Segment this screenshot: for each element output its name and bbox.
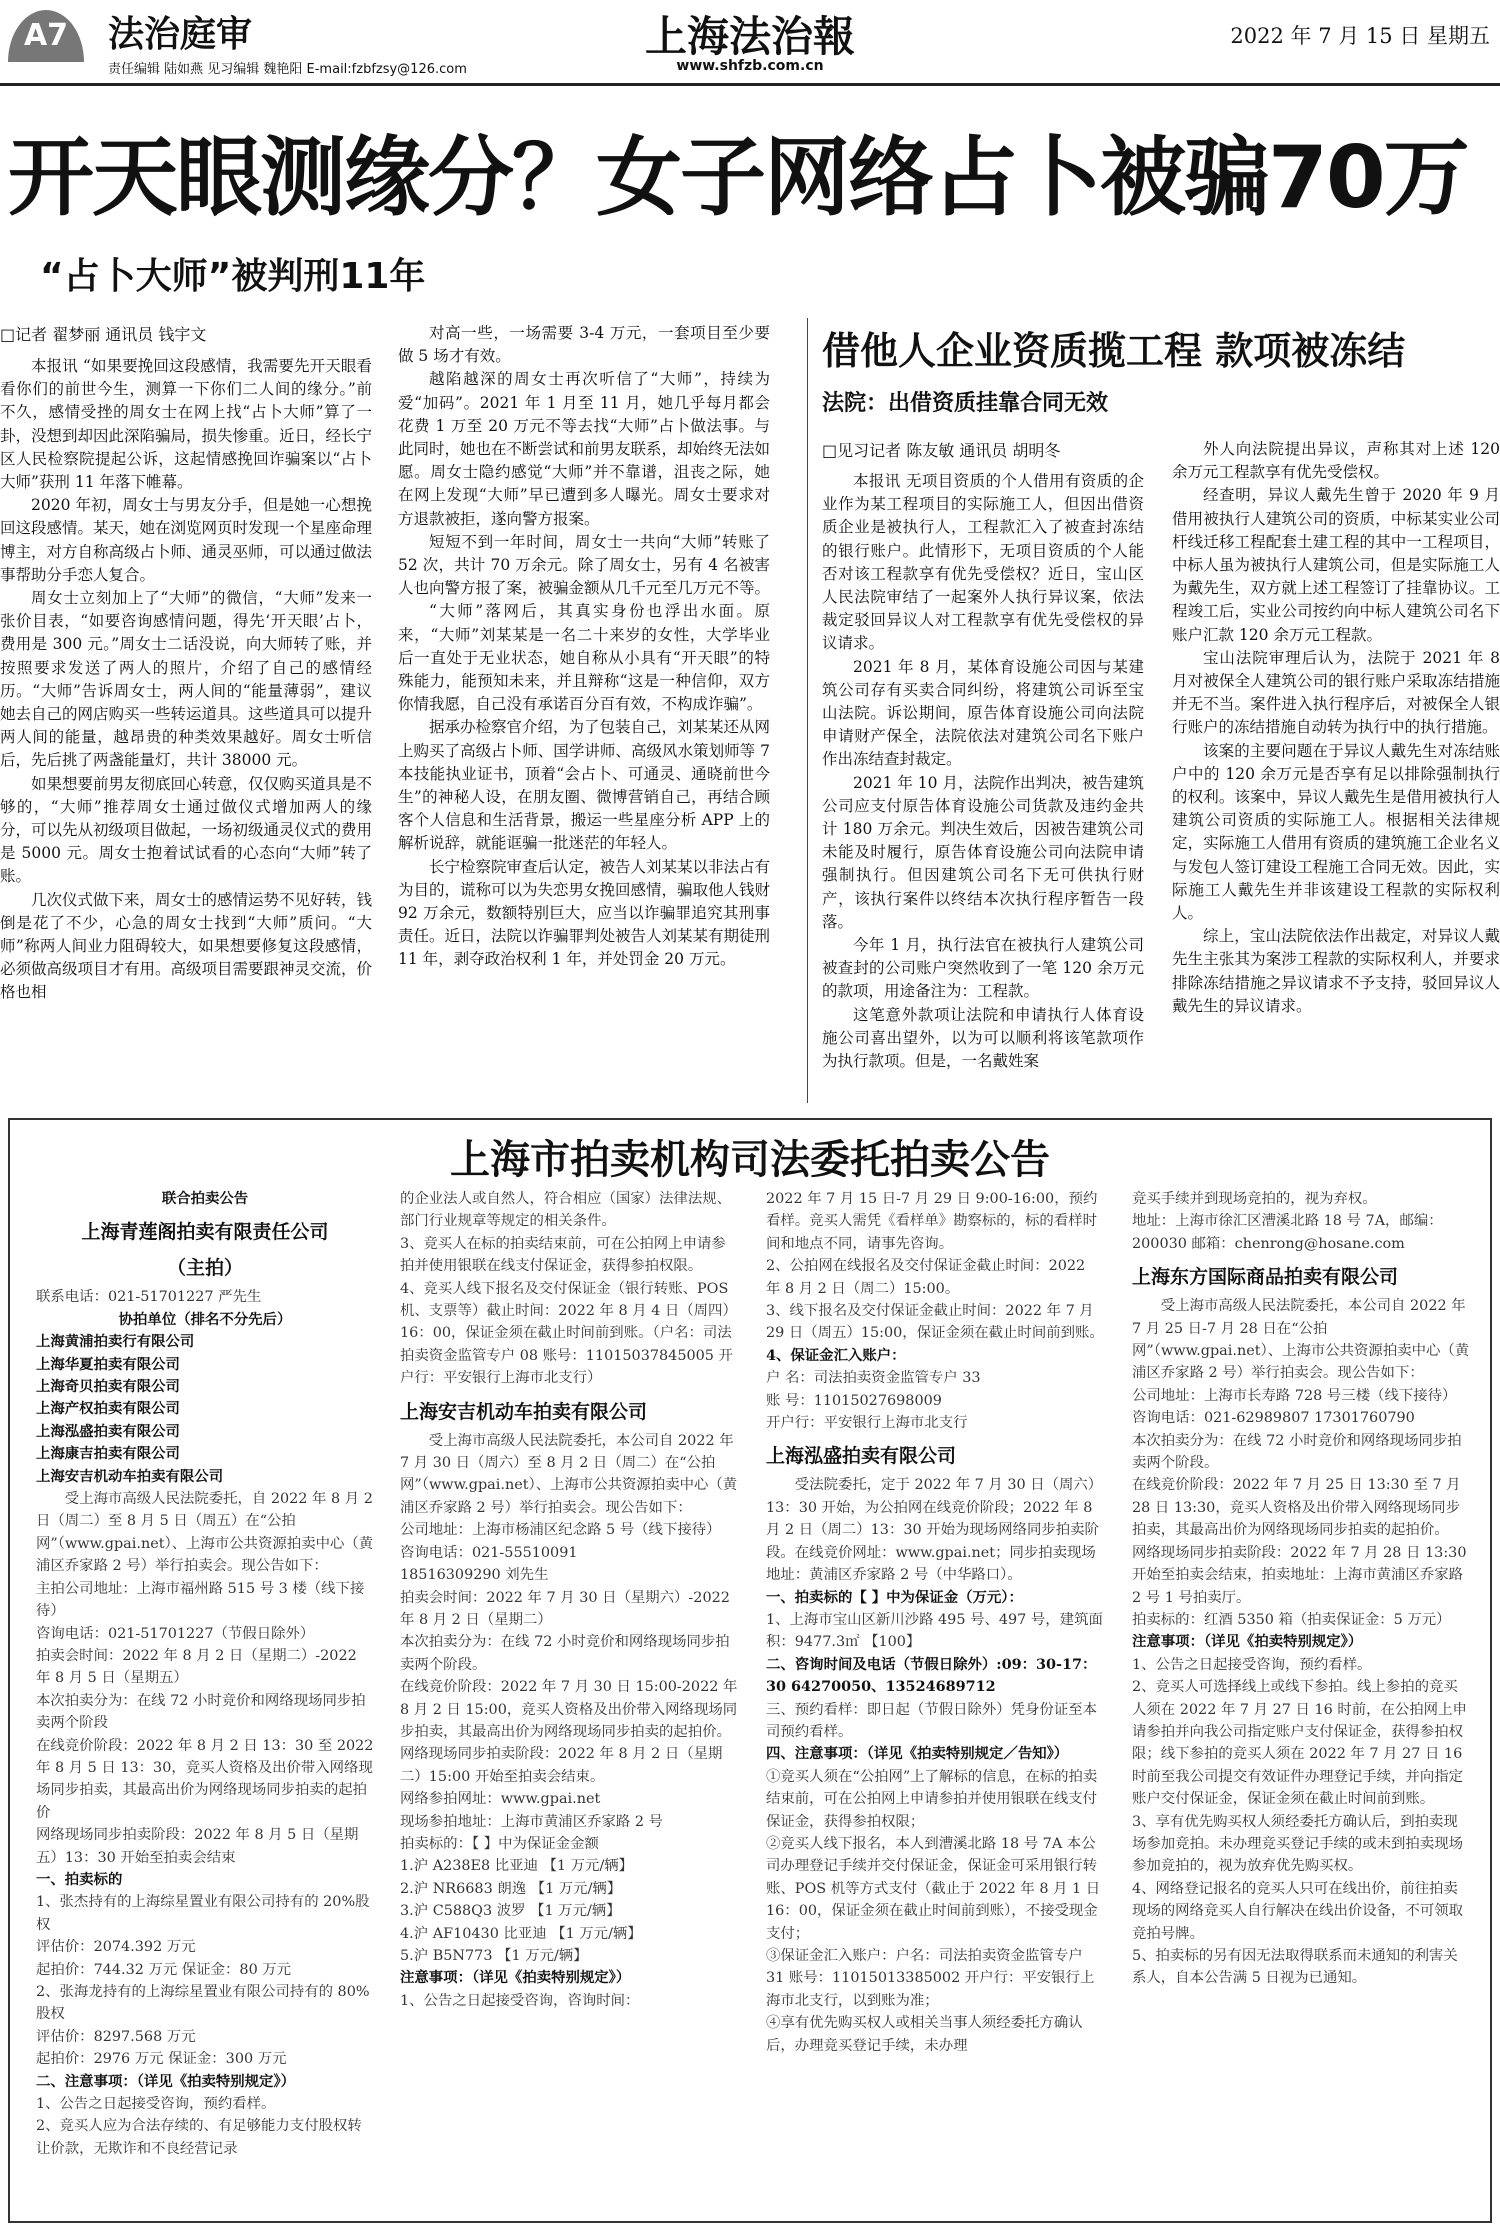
notice-line: 上海华夏拍卖有限公司	[36, 1355, 180, 1373]
notice-line: 上海奇贝拍卖有限公司	[36, 1378, 180, 1396]
notice-line: 联系电话：021-51701227 严先生	[36, 1289, 262, 1306]
story2-subhead: 法院：出借资质挂靠合同无效	[822, 391, 1109, 416]
auction-column-3	[766, 1188, 1104, 2218]
story1-subhead: “占卜大师”被判刑11年	[40, 256, 426, 297]
page-number: A7	[23, 18, 69, 53]
notice-line: 注意事项：（详见《拍卖特别规定》）	[400, 1969, 631, 1987]
notice-line: 2、竞买人可选择线上或线下参拍。线上参拍的竞买人须在 2022 年 7 月 27 日 16 时前，在公拍网上申请参拍并向我公司指定账户支付保证金，获得参拍权限；线下参拍的竞买人须在 2022 年 7 月 27 日 16 时前至我公司提交有效证件办理登记手续，并向指定账户交付保证金，保证金须在截止时间前到账。	[1132, 1679, 1467, 1808]
notice-line: 三、预约看样：即日起（节假日除外）凭身份证至本司预约看样。	[766, 1701, 1097, 1740]
notice-line: 上海产权拍卖有限公司	[36, 1400, 180, 1418]
story1-column-1	[0, 355, 372, 1103]
notice-line: ④享有优先购买权人或相关当事人须经委托方确认后，办理竞买登记手续，未办理	[766, 2015, 1083, 2054]
notice-line: 受上海市高级人民法院委托，本公司自 2022 年 7 月 25 日-7 月 28 日在“公拍网”（www.gpai.net）、上海市公共资源拍卖中心（黄浦区乔家路 2 号）举行拍卖会。现公告如下：	[1132, 1298, 1470, 1382]
notice-line: 评估价：2074.392 万元	[36, 1939, 196, 1956]
notice-line: 3.沪 C588Q3 波罗 【1 万元/辆】	[400, 1903, 621, 1920]
story2-byline: □见习记者 陈友敏 通讯员 胡明冬	[822, 441, 1061, 460]
paragraph: 对高一些，一场需要 3-4 万元，一套项目至少要做 5 场才有效。	[398, 324, 770, 366]
paragraph: 2021 年 8 月，某体育设施公司因与某建筑公司存有买卖合同纠纷，将建筑公司诉至宝山法院。诉讼期间，原告体育设施公司向法院申请财产保全，法院依法对建筑公司名下账户作出冻结查封裁定。	[822, 657, 1144, 769]
notice-line: 5、拍卖标的另有因无法取得联系而未通知的利害关系人，自本公告满 5 日视为已通知。	[1132, 1948, 1458, 1987]
notice-line: 受法院委托，定于 2022 年 7 月 30 日（周六）13：30 开始，为公拍网在线竞价阶段；2022 年 8 月 2 日（周二）13：30 开始为现场网络同步拍卖阶段。在线竞价网址：www.gpai.net；同步拍卖现场地址：黄浦区乔家路 2 号（中华路口）。	[766, 1477, 1103, 1584]
company-name: 上海泓盛拍卖有限公司	[766, 1445, 957, 1468]
notice-line: 2、竞买人应为合法存续的、有足够能力支付股权转让价款，无欺诈和不良经营记录	[36, 2118, 362, 2157]
column-divider	[807, 318, 808, 1103]
notice-line: 网络现场同步拍卖阶段：2022 年 8 月 2 日（星期二）15:00 开始至拍卖会结束。	[400, 1746, 723, 1785]
notice-line: 4、网络登记报名的竞买人只可在线出价，前往拍卖现场的网络竞买人自行解决在线出价设备，不可领取竞拍号牌。	[1132, 1880, 1463, 1942]
paragraph: 越陷越深的周女士再次听信了“大师”，持续为爱“加码”。2021 年 1 月至 11 月，她几乎每月都会花费 1 万至 20 万元不等去找“大师”占卜做法事。与此同时，她也在不断尝试和前男友联系，却始终无法如愿。周女士隐约感觉“大师”并不靠谱，沮丧之际，她在网上发现“大师”早已遭到多人曝光。周女士要求对方退款被拒，遂向警方报案。	[398, 370, 770, 528]
auction-column-1	[36, 1188, 374, 2218]
notice-line: 地址：上海市徐汇区漕溪北路 18 号 7A，邮编：200030 邮箱：chenrong@hosane.com	[1132, 1213, 1443, 1252]
notice-line: 1、公告之日起接受咨询，咨询时间：	[400, 1992, 640, 2009]
notice-line: 一、拍卖标的	[36, 1870, 123, 1888]
paragraph: 经查明，异议人戴先生曾于 2020 年 9 月借用被执行人建筑公司的资质，中标某实业公司杆线迁移工程配套土建工程的其中一工程项目，中标人虽为被执行人建筑公司，但是实际施工人为戴先生，双方就上述工程签订了挂靠协议。工程竣工后，实业公司按约向中标人建筑公司名下账户汇款 120 余万元工程款。	[1172, 486, 1500, 644]
notice-line: 网络参拍网址：www.gpai.net	[400, 1791, 601, 1808]
auction-column-4	[1132, 1188, 1470, 2218]
notice-line: ①竞买人须在“公拍网”上了解标的信息，在标的拍卖结束前，可在公拍网上申请参拍并使用银联在线支付保证金，获得参拍权限；	[766, 1768, 1098, 1830]
paragraph: 2021 年 10 月，法院作出判决，被告建筑公司应支付原告体育设施公司货款及违约金共计 180 万余元。判决生效后，因被告建筑公司未能及时履行，原告体育设施公司向法院申请强制执行。但因建筑公司名下无可供执行财产，该执行案件以终结本次执行程序暂告一段落。	[822, 773, 1144, 931]
notice-line: 户 名：司法拍卖资金监管专户 33	[766, 1370, 981, 1387]
notice-line: 上海安吉机动车拍卖有限公司	[36, 1467, 224, 1485]
story1-byline: □记者 翟梦丽 通讯员 钱宇文	[0, 325, 207, 344]
notice-line: 2、张海龙持有的上海综星置业有限公司持有的 80%股权	[36, 1984, 370, 2023]
notice-line: 1.沪 A238E8 比亚迪 【1 万元/辆】	[400, 1858, 634, 1875]
auction-title: 上海市拍卖机构司法委托拍卖公告	[450, 1137, 1050, 1183]
notice-line: 竞买手续并到现场竞拍的，视为弃权。	[1132, 1191, 1377, 1207]
issue-date: 2022 年 7 月 15 日 星期五	[1230, 24, 1490, 48]
notice-line: 咨询电话：021-55510091	[400, 1544, 578, 1561]
notice-line: 4.沪 AF10430 比亚迪 【1 万元/辆】	[400, 1925, 642, 1942]
notice-line: 二、注意事项：（详见《拍卖特别规定》）	[36, 2072, 296, 2090]
paragraph: 如果想要前男友彻底回心转意，仅仅购买道具是不够的，“大师”推荐周女士通过做仪式增加两人的缘分，可以先从初级项目做起，一场初级通灵仪式的费用是 5000 元。周女士抱着试试看的心态向“大师”转了账。	[0, 774, 372, 886]
paragraph: 短短不到一年时间，周女士一共向“大师”转账了 52 次，共计 70 万余元。除了周女士，另有 4 名被害人也向警方报了案，被骗金额从几千元至几万元不等。	[398, 532, 770, 598]
notice-line: ③保证金汇入账户：户名：司法拍卖资金监管专户 31 账号：11015013385002 开户行：平安银行上海市北支行，以到账为准；	[766, 1948, 1095, 2009]
paragraph: 这笔意外款项让法院和申请执行人体育设施公司喜出望外，以为可以顺利将该笔款项作为执行款项。但是，一名戴姓案	[822, 1005, 1144, 1071]
notice-line: 拍卖标的：红酒 5350 箱（拍卖保证金：5 万元）	[1132, 1611, 1451, 1628]
notice-line: 在线竞价阶段：2022 年 7 月 30 日 15:00-2022 年 8 月 2 日 15:00，竞买人资格及出价带入网络现场同步拍卖，其最高出价为网络现场同步拍卖的起拍价。	[400, 1679, 738, 1740]
notice-line: 在线竞价阶段：2022 年 8 月 2 日 13：30 至 2022 年 8 月 5 日 13：30，竞买人资格及出价带入网络现场同步拍卖，其最高出价为网络现场同步拍卖的起拍价	[36, 1737, 374, 1821]
notice-line: 起拍价：744.32 万元 保证金：80 万元	[36, 1961, 292, 1978]
paragraph: 2020 年初，周女士与男友分手，但是她一心想挽回这段感情。某天，她在浏览网页时发现一个星座命理博主，对方自称高级占卜师、通灵巫师，可以通过做法事帮助分手恋人复合。	[0, 496, 372, 584]
notice-line: 公司地址：上海市长寿路 728 号三楼（线下接待）	[1132, 1387, 1457, 1404]
notice-line: 上海康吉拍卖有限公司	[36, 1445, 180, 1463]
notice-line: 的企业法人或自然人，符合相应（国家）法律法规、部门行业规章等规定的相关条件。	[400, 1191, 731, 1230]
paragraph: 几次仪式做下来，周女士的感情运势不见好转，钱倒是花了不少，心急的周女士找到“大师”质问。“大师”称两人间业力阻碍较大，如果想要修复这段感情，必须做高级项目才有用。高级项目需要跟神灵交流，价格也相	[0, 890, 372, 1002]
notice-line: 2022 年 7 月 15 日-7 月 29 日 9:00-16:00，预约看样。竞买人需凭《看样单》勘察标的，标的看样时间和地点不同，请事先咨询。	[766, 1191, 1098, 1252]
notice-line: 18516309290 刘先生	[400, 1567, 549, 1584]
notice-line: 5.沪 B5N773 【1 万元/辆】	[400, 1948, 588, 1964]
notice-line: 评估价：8297.568 万元	[36, 2028, 196, 2045]
paragraph: 综上，宝山法院依法作出裁定，对异议人戴先生主张其为案涉工程款的实际权利人，并要求排除冻结措施之异议请求不予支持，驳回异议人戴先生的异议请求。	[1172, 927, 1500, 1015]
paragraph: 外人向法院提出异议，声称其对上述 120 余万元工程款享有优先受偿权。	[1172, 440, 1500, 482]
notice-line: 4、竞买人线下报名及交付保证金（银行转账、POS 机、支票等）截止时间：2022 年 8 月 4 日（周四）16：00，保证金须在截止时间前到账。（户名：司法拍卖资金监管专户 08 账号：11015037845005 开户行：平安银行上海市北支行）	[400, 1280, 737, 1387]
story1-headline: 开天眼测缘分？女子网络占卜被骗70万	[8, 128, 1468, 228]
company-name: 上海安吉机动车拍卖有限公司	[400, 1400, 648, 1423]
notice-line: 账 号：11015027698009	[766, 1392, 942, 1409]
company-name: （主拍）	[166, 1257, 243, 1280]
section-title: 法治庭审	[108, 14, 253, 55]
notice-line: 拍卖标的：【 】中为保证金金额	[400, 1835, 599, 1852]
notice-line: 网络现场同步拍卖阶段：2022 年 7 月 28 日 13:30 开始至拍卖会结束，拍卖地址：上海市黄浦区乔家路 2 号 1 号拍卖厅。	[1132, 1544, 1467, 1606]
notice-line: 3、线下报名及交付保证金截止时间：2022 年 7 月 29 日（周五）15:00，保证金须在截止时间前到账。	[766, 1303, 1104, 1342]
paragraph: 宝山法院审理后认为，法院于 2021 年 8 月对被保全人建筑公司的银行账户采取冻结措施并无不当。案件进入执行程序后，对被保全人银行账户的冻结措施自动转为执行中的执行措施。	[1172, 648, 1500, 737]
notice-line: 现场参拍地址：上海市黄浦区乔家路 2 号	[400, 1813, 663, 1830]
notice-line: 一、拍卖标的【 】中为保证金（万元）：	[766, 1588, 1023, 1606]
paragraph: 今年 1 月，执行法官在被执行人建筑公司被查封的公司账户突然收到了一笔 120 余万元的款项，用途备注为：工程款。	[822, 936, 1144, 1001]
notice-line: 3、竞买人在标的拍卖结束前，可在公拍网上申请参拍并使用银联在线支付保证金，获得参拍权限。	[400, 1235, 726, 1275]
notice-line: 上海泓盛拍卖有限公司	[36, 1422, 180, 1440]
notice-line: ②竞买人线下报名，本人到漕溪北路 18 号 7A 本公司办理登记手续并交付保证金，保证金可采用银行转账、POS 机等方式支付（截止于 2022 年 8 月 1 日 16：00，保证金须在截止时间前到账），不接受现金支付；	[766, 1835, 1101, 1942]
notice-line: 主拍公司地址：上海市福州路 515 号 3 楼（线下接待）	[36, 1580, 365, 1620]
masthead-logo: 上海法治報	[644, 12, 855, 61]
notice-line: 四、注意事项：（详见《拍卖特别规定／告知》）	[766, 1745, 1069, 1763]
story2-headline: 借他人企业资质揽工程 款项被冻结	[822, 329, 1406, 373]
paragraph: 该案的主要问题在于异议人戴先生对冻结账户中的 120 余万元是否享有足以排除强制执行的权利。该案中，异议人戴先生是借用被执行人建筑公司资质的实际施工人。根据相关法律规定，实际施工人借用有资质的建筑施工企业名义与发包人签订建设工程施工合同无效。因此，实际施工人戴先生并非该建设工程款的实际权利人。	[1172, 741, 1500, 923]
paragraph: “大师”落网后，其真实身份也浮出水面。原来，“大师”刘某某是一名二十来岁的女性，大学毕业后一直处于无业状态，她自称从小具有“开天眼”的特殊能力，能预知未来，并且辩称“这是一种信仰，双方你情我愿，自己没有承诺百分百有效，不构成诈骗”。	[398, 602, 770, 714]
notice-line: 1、张杰持有的上海综星置业有限公司持有的 20%股权	[36, 1894, 370, 1933]
notice-line: 受上海市高级人民法院委托，自 2022 年 8 月 2 日（周二）至 8 月 5 日（周五）在“公拍网”（www.gpai.net）、上海市公共资源拍卖中心（黄浦区乔家路 2 号）举行拍卖会。现公告如下：	[36, 1491, 374, 1575]
paragraph: 本报讯 无项目资质的个人借用有资质的企业作为某工程项目的实际施工人，但因出借资质企业是被执行人，工程款汇入了被查封冻结的银行账户。此情形下，无项目资质的个人能否对该工程款享有优先受偿权？近日，宝山区人民法院审结了一起案外人执行异议案，依法裁定驳回异议人对工程款享有优先受偿权的异议请求。	[822, 472, 1144, 653]
notice-line: 咨询电话：021-51701227（节假日除外）	[36, 1625, 315, 1642]
notice-line: 2.沪 NR6683 朗逸 【1 万元/辆】	[400, 1880, 622, 1897]
notice-line: 联合拍卖公告	[161, 1190, 249, 1207]
editors-line: 责任编辑 陆如燕 见习编辑 魏艳阳 E-mail:fzbfzsy@126.com	[108, 62, 467, 77]
notice-line: 受上海市高级人民法院委托，本公司自 2022 年 7 月 30 日（周六）至 8 月 2 日（周二）在“公拍网”（www.gpai.net）、上海市公共资源拍卖中心（黄浦区乔家路 2 号）举行拍卖会。现公告如下：	[400, 1432, 738, 1516]
story1-column-2	[398, 322, 770, 1103]
website: www.shfzb.com.cn	[676, 58, 824, 74]
page-number-badge	[8, 10, 84, 62]
notice-line: 1、公告之日起接受咨询，预约看样。	[1132, 1656, 1372, 1673]
notice-line: 在线竞价阶段：2022 年 7 月 25 日 13:30 至 7 月 28 日 13:30，竞买人资格及出价带入网络现场同步拍卖，其最高出价为网络现场同步拍卖的起拍价。	[1132, 1477, 1461, 1539]
notice-line: 本次拍卖分为：在线 72 小时竞价和网络现场同步拍卖两个阶段	[36, 1692, 366, 1732]
paragraph: 本报讯 “如果要挽回这段感情，我需要先开天眼看看你们的前世今生，测算一下你们二人间的缘分。”前不久，感情受挫的周女士在网上找“占卜大师”算了一卦，没想到却因此深陷骗局，损失惨重。近日，经长宁区人民检察院提起公诉，这起情感挽回诈骗案以“占卜大师”获刑 11 年落下帷幕。	[0, 357, 372, 492]
notice-line: 开户行：平安银行上海市北支行	[766, 1415, 968, 1432]
notice-line: 本次拍卖分为：在线 72 小时竞价和网络现场同步拍卖两个阶段。	[1132, 1432, 1462, 1472]
paragraph: 周女士立刻加上了“大师”的微信，“大师”发来一张价目表，“如要咨询感情问题，得先‘开天眼’占卜，费用是 300 元。”周女士二话没说，向大师转了账，并按照要求发送了两人的照片，介绍了自己的感情经历。“大师”告诉周女士，两人间的“能量薄弱”，建议她去自己的网店购买一些转运道具。这些道具可以提升两人间的能量，越昂贵的种类效果越好。周女士听信后，先后挑了两盏能量灯，共计 38000 元。	[0, 589, 372, 770]
story2-column-2	[1172, 438, 1500, 1103]
page-header	[0, 0, 1500, 86]
notice-line: 二、咨询时间及电话（节假日除外）:09：30-17：30 64270050、13524689712	[766, 1655, 1097, 1696]
paragraph: 长宁检察院审查后认定，被告人刘某某以非法占有为目的，谎称可以为失恋男女挽回感情，骗取他人钱财 92 万余元，数额特别巨大，应当以诈骗罪追究其刑事责任。近日，法院以诈骗罪判处被告人刘某某有期徒刑 11 年，剥夺政治权利 1 年，并处罚金 20 万元。	[398, 857, 770, 969]
notice-line: 公司地址：上海市杨浦区纪念路 5 号（线下接待）	[400, 1522, 721, 1539]
company-name: 上海东方国际商品拍卖有限公司	[1132, 1266, 1399, 1289]
notice-line: 本次拍卖分为：在线 72 小时竞价和网络现场同步拍卖两个阶段。	[400, 1634, 730, 1673]
notice-line: 咨询电话：021-62989807 17301760790	[1132, 1410, 1415, 1427]
auction-column-2	[400, 1188, 738, 2218]
notice-line: 网络现场同步拍卖阶段：2022 年 8 月 5 日（星期五）13：30 开始至拍卖会结束	[36, 1827, 359, 1866]
notice-line: 4、保证金汇入账户：	[766, 1346, 906, 1364]
notice-line: 起拍价：2976 万元 保证金：300 万元	[36, 2051, 287, 2068]
notice-line: 3、享有优先购买权人须经委托方确认后，到拍卖现场参加竞拍。未办理竞买登记手续的或未到拍卖现场参加竞拍的，视为放弃优先购买权。	[1132, 1813, 1463, 1875]
notice-line: 上海黄浦拍卖行有限公司	[36, 1333, 195, 1351]
notice-line: 注意事项：（详见《拍卖特别规定》）	[1132, 1633, 1363, 1651]
company-name: 上海青莲阁拍卖有限责任公司	[81, 1221, 329, 1244]
story2-column-1	[822, 470, 1144, 1103]
notice-line: 2、公拍网在线报名及交付保证金截止时间：2022 年 8 月 2 日（周二）15:00。	[766, 1258, 1086, 1297]
paragraph: 据承办检察官介绍，为了包装自己，刘某某还从网上购买了高级占卜师、国学讲师、高级风水策划师等 7 本技能执业证书，顶着“会占卜、可通灵、通晓前世今生”的神秘人设，在朋友圈、微博营销自己，再结合顾客个人信息和生活背景，搬运一些星座分析 APP 上的解析说辞，就能诓骗一批迷茫的年轻人。	[398, 718, 770, 853]
notice-line: 协拍单位（排名不分先后）	[118, 1310, 292, 1328]
notice-line: 拍卖会时间：2022 年 7 月 30 日（星期六）-2022 年 8 月 2 日（星期二）	[400, 1589, 730, 1628]
notice-line: 拍卖会时间：2022 年 8 月 2 日（星期二）-2022 年 8 月 5 日（星期五）	[36, 1647, 357, 1687]
notice-line: 1、公告之日起接受咨询，预约看样。	[36, 2096, 276, 2113]
notice-line: 1、上海市宝山区新川沙路 495 号、497 号，建筑面积：9477.3㎡ 【100】	[766, 1611, 1103, 1651]
